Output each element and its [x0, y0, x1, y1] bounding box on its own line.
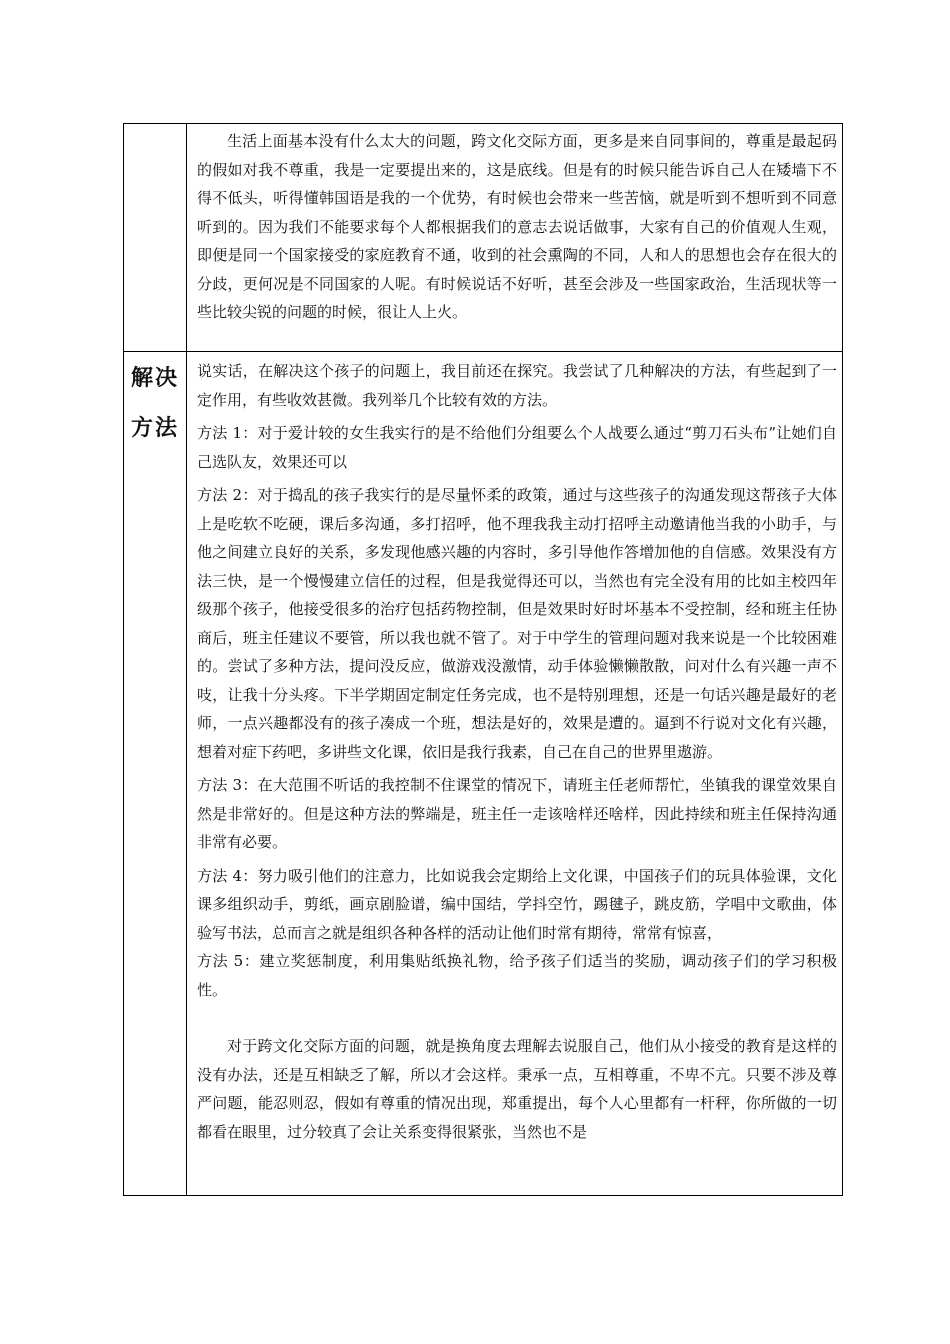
column-divider [186, 124, 187, 1195]
method1-paragraph: 方法 1：对于爱计较的女生我实行的是不给他们分组要么个人战要么通过“剪刀石头布”让她们自己选队友，效果还可以 [197, 424, 837, 471]
method2-paragraph: 方法 2：对于捣乱的孩子我实行的是尽量怀柔的政策，通过与这些孩子的沟通发现这帮孩子大体上是吃软不吃硬，课后多沟通，多打招呼，他不理我我主动打招呼主动邀请他当我的小助手，与他之间建立良好的关系，多发现他感兴趣的内容时，多引导他作答增加他的自信感。效果没有方法三快，是一个慢慢建立信任的过程，但是我觉得还可以，当然也有完全没有用的比如主校四年级那个孩子，他接受很多的治疗包括药物控制，但是效果时好时坏基本不受控制，经和班主任协商后，班主任建议不要管，所以我也就不管了。对于中学生的管理问题对我来说是一个比较困难的。尝试了多种方法，提问没反应，做游戏没激情，动手体验懒懒散散，问对什么有兴趣一声不吱，让我十分头疼。下半学期固定制定任务完成，也不是特别理想，还是一句话兴趣是最好的老师，一点兴趣都没有的孩子凑成一个班，想法是好的，效果是遭的。逼到不行说对文化有兴趣，想着对症下药吧，多讲些文化课，依旧是我行我素，自己在自己的世界里遨游。 [197, 486, 837, 761]
method5-paragraph: 方法 5：建立奖惩制度，利用集贴纸换礼物，给予孩子们适当的奖励，调动孩子们的学习积极性。 [197, 952, 837, 999]
row2-label-line1: 解决 [130, 366, 179, 391]
row1-paragraph: 生活上面基本没有什么太大的问题，跨文化交际方面，更多是来自同事间的，尊重是最起码的假如对我不尊重，我是一定要提出来的，这是底线。但是有的时候只能告诉自己人在矮墙下不得不低头，听得懂韩国语是我的一个优势，有时候也会带来一些苦恼，就是听到不想听到不同意听到的。因为我们不能要求每个人都根据我们的意志去说话做事，大家有自己的价值观人生观，即便是同一个国家接受的家庭教育不通，收到的社会熏陶的不同，人和人的思想也会存在很大的分歧，更何况是不同国家的人呢。有时候说话不好听，甚至会涉及一些国家政治，生活现状等一些比较尖锐的问题的时候，很让人上火。 [197, 132, 837, 321]
row2-label-cell [124, 354, 186, 454]
intro-paragraph: 说实话，在解决这个孩子的问题上，我目前还在探究。我尝试了几种解决的方法，有些起到了一定作用，有些收效甚微。我列举几个比较有效的方法。 [197, 362, 837, 409]
closing-paragraph: 对于跨文化交际方面的问题，就是换角度去理解去说服自己，他们从小接受的教育是这样的没有办法，还是互相缺乏了解，所以才会这样。秉承一点，互相尊重，不卑不亢。只要不涉及尊严问题，能忍则忍，假如有尊重的情况出现，郑重提出，每个人心里都有一杆秤，你所做的一切都看在眼里，过分较真了会让关系变得很紧张，当然也不是 [197, 1037, 837, 1141]
row1-content-cell [197, 127, 837, 327]
method4-paragraph: 方法 4：努力吸引他们的注意力，比如说我会定期给上文化课，中国孩子们的玩具体验课，文化课多组织动手，剪纸，画京剧脸谱，编中国结，学抖空竹，踢毽子，跳皮筋，学唱中文歌曲，体验写书法，总而言之就是组织各种各样的活动让他们时常有期待，常常有惊喜， [197, 866, 837, 942]
row-divider [124, 351, 842, 352]
content-table [123, 123, 843, 1196]
row2-content-cell [197, 357, 837, 1151]
row2-label-line2: 方法 [130, 416, 179, 441]
method3-paragraph: 方法 3：在大范围不听话的我控制不住课堂的情况下，请班主任老师帮忙，坐镇我的课堂效果自然是非常好的。但是这种方法的弊端是，班主任一走该啥样还啥样，因此持续和班主任保持沟通非常有必要。 [197, 776, 837, 851]
